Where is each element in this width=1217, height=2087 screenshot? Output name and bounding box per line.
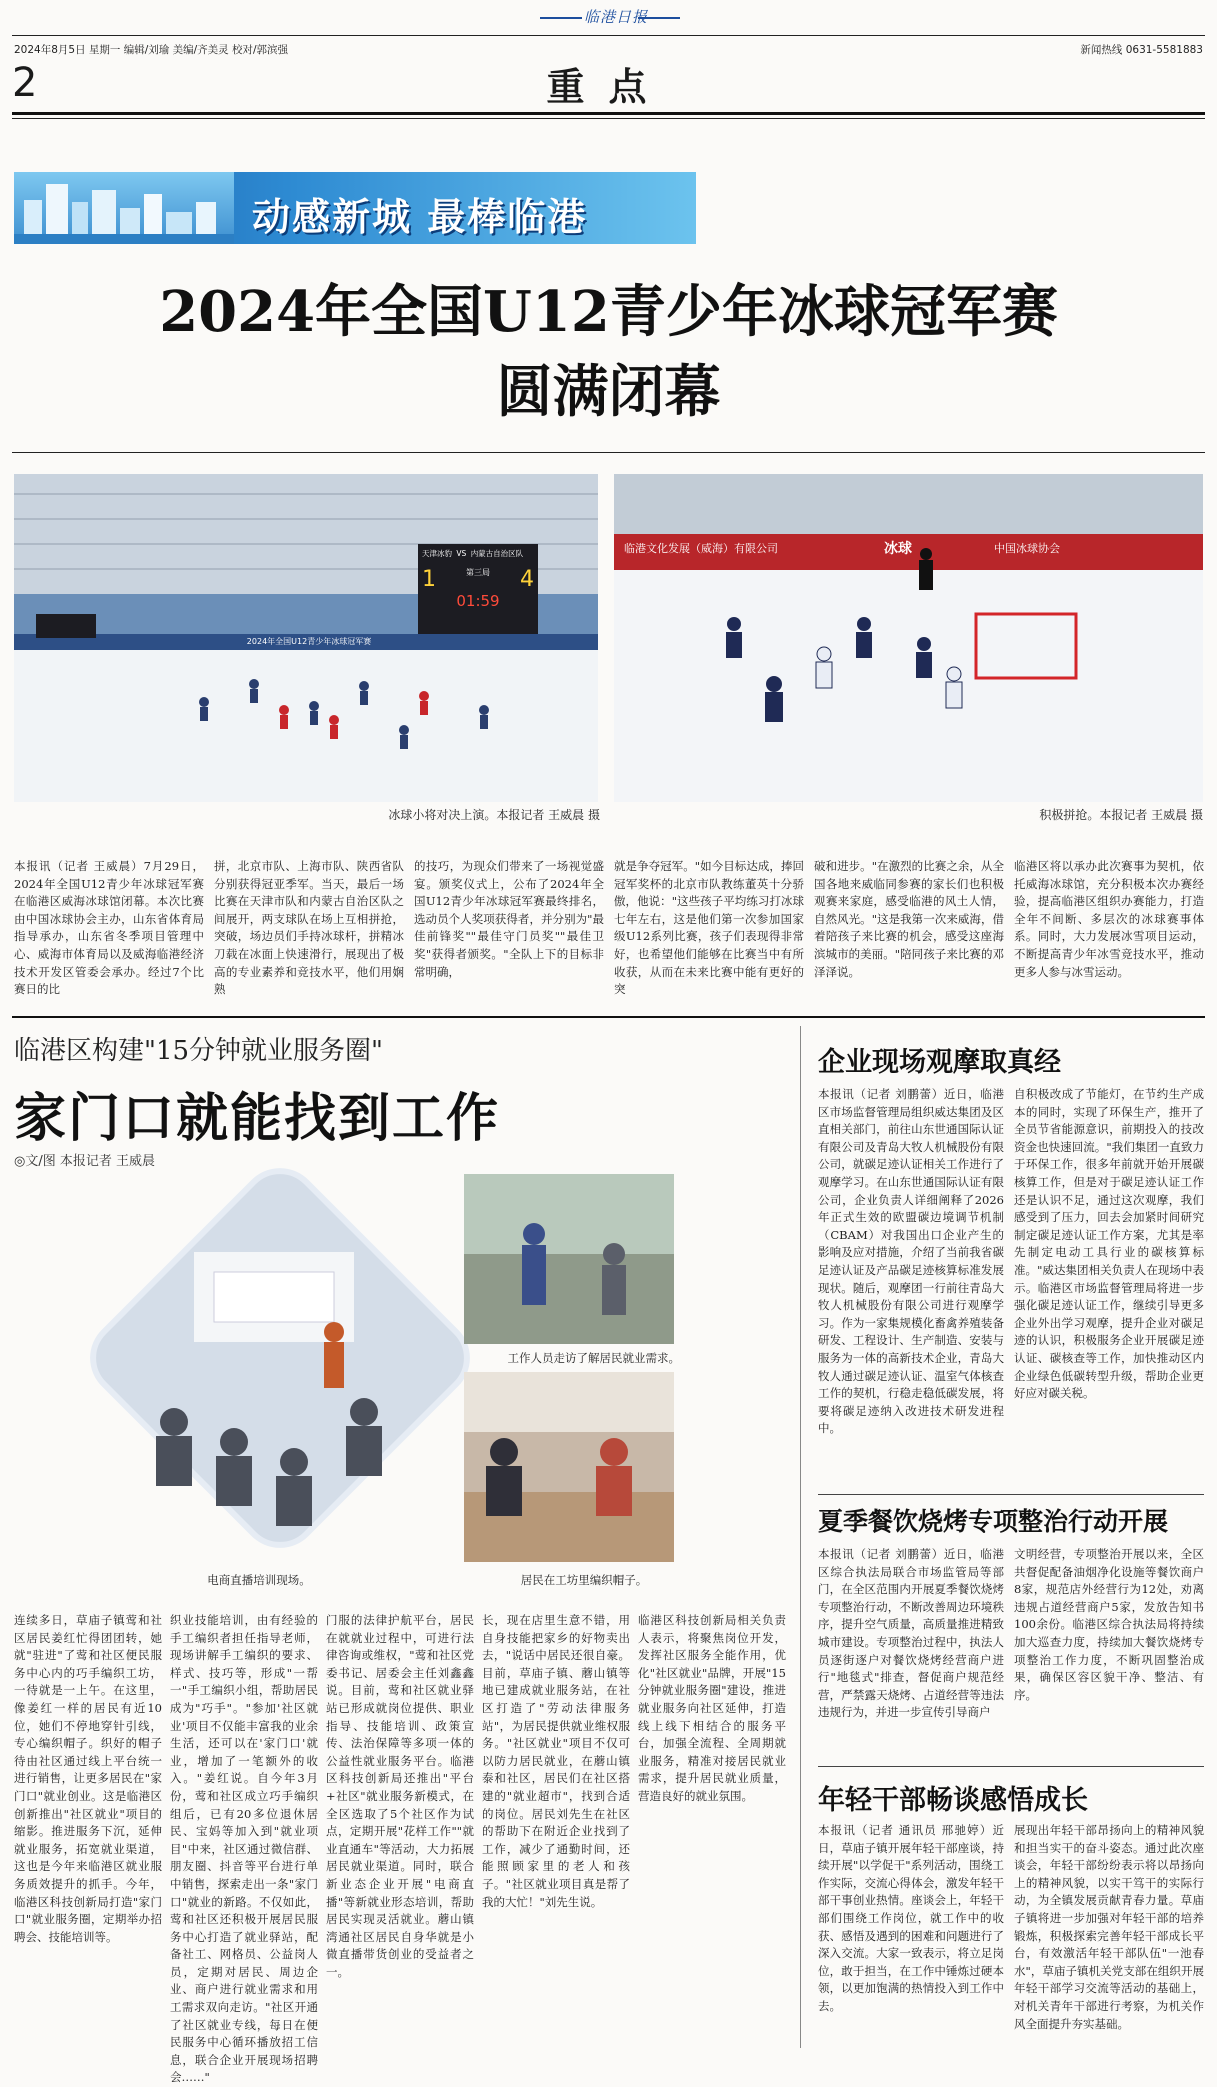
city-skyline-graphic (14, 172, 234, 244)
column-divider (800, 1026, 801, 2048)
section-title: 重点 (546, 65, 671, 109)
rink-ad-3: 中国冰球协会 (994, 542, 1060, 555)
weaving-photo (464, 1372, 674, 1562)
jobs-col-5: 临港区科技创新局相关负责人表示，将聚焦岗位开发，发挥社区服务全能作用，优化"社区就业"品牌，开展"15分钟就业服务圈"建设，推进就业服务向社区延伸，打造线上线下相结合的服务平台，加强全流程、全周期就业服务，精准对接居民就业需求，提升居民就业质量，营造良好的就业氛围。 (638, 1613, 786, 1803)
lead-rule (12, 452, 1205, 453)
cadres-title: 年轻干部畅谈感悟成长 (818, 1785, 1088, 1816)
lead-col-4: 就是争夺冠军。"如今目标达成，捧回冠军奖杯的北京市队教练董英十分骄傲，他说："这些孩子平均练习打冰球七年左右，这是他们第一次参加国家级U12系列比赛，孩子们表现得非常好，也希望他们能够在比赛当中有所收获，从而在未来比赛中能有更好的突 (614, 859, 804, 997)
lead-bottom-rule (12, 1016, 1205, 1018)
hotline: 新闻热线 0631-5581883 (1080, 44, 1203, 56)
scoreboard-vs: VS (456, 549, 467, 558)
jobs-caption-1: 工作人员走访了解居民就业需求。 (507, 1351, 680, 1365)
catering-title: 夏季餐饮烧烤专项整治行动开展 (818, 1507, 1169, 1536)
enterprise-rule (818, 1494, 1204, 1495)
catering-col-2: 文明经营，专项整治开展以来，全区共督促配备油烟净化设施等餐饮商户8家，规范店外经营行为12处，劝离违规占道经营商户5家，发放告知书100余份。临港区综合执法局将持续加大巡查力度，持续加大餐饮烧烤专项整治工作力度，不断巩固整治成果，确保区容区貌干净、整洁、有序。 (1014, 1547, 1204, 1702)
jobs-col-1: 连续多日，草庙子镇莺和社区居民姜红忙得团团转，她就"驻进"了莺和社区便民服务中心内的巧手编织工坊，一待就是一上午。在这里，像姜红一样的居民有近10位，她们不停地穿针引线，专心编织帽子。织好的帽子待由社区通过线上平台统一进行销售，让更多居民在"家门口"就业创业。这是临港区创新推出"社区就业"项目的缩影。推进服务下沉，延伸就业服务，拓宽就业渠道，这也是今年来临港区就业服务质效提升的抓手。今年，临港区科技创新局打造"家门口"就业服务圈，定期举办招聘会、技能培训等。 (14, 1613, 162, 1944)
jobs-col-4: 长，现在店里生意不错，用自身技能把家乡的好物卖出去，"说话中居民还很自豪。目前，草庙子镇、蘑山镇等地已建成就业服务站，在社区打造了"劳动法律服务站"，为居民提供就业维权服务。"社区就业"项目不仅可以防力居民就业，在蘑山镇泰和社区，居民们在社区搭建的"就业超市"，找到合适的岗位。居民刘先生在社区的帮助下在附近企业找到了工作，减少了通勤时间，还能照顾家里的老人和孩子。"社区就业项目真是帮了我的大忙！"刘先生说。 (482, 1613, 630, 1909)
photo2-caption: 积极拼抢。本报记者 王威晨 摄 (1039, 808, 1203, 822)
jobs-photo-collage (14, 1172, 794, 1602)
date-line: 2024年8月5日 星期一 编辑/刘瑜 美编/齐美灵 校对/郭滨强 (14, 44, 289, 56)
scoreboard-team1: 天津冰豹 (422, 549, 452, 558)
lead-col-3: 的技巧，为现众们带来了一场视觉盛宴。颁奖仪式上，公布了2024年全国U12青少年冰球冠军赛最终排名，选动员个人奖项获得者，并分别为"最佳前锋奖""最佳守门员奖""最佳卫奖"获得者颁奖。"全队上下的目标非常明确， (414, 859, 604, 979)
jobs-kicker: 临港区构建"15分钟就业服务圈" (14, 1036, 384, 1066)
page-number: 2 (12, 60, 38, 106)
scoreboard-team2: 内蒙古自治区队 (470, 549, 524, 558)
lead-headline-line2: 圆满闭幕 (496, 359, 721, 425)
scoreboard-clock: 01:59 (456, 592, 500, 610)
visit-photo (464, 1174, 674, 1344)
scoreboard-score1: 1 (422, 567, 436, 592)
lead-col-1: 本报讯（记者 王威晨）7月29日，2024年全国U12青少年冰球冠军赛在临港区威海冰球馆闭幕。本次比赛由中国冰球协会主办，山东省体育局指导承办，山东省冬季项目管理中心、威海市体育局以及威海临港经济技术开发区管委会承办。经过7个比赛日的比 (14, 859, 204, 997)
lead-headline (0, 272, 1217, 432)
jobs-caption-3: 居民在工坊里编织帽子。 (520, 1573, 648, 1587)
photo1-caption: 冰球小将对决上演。本报记者 王威晨 摄 (388, 808, 600, 822)
jobs-caption-2: 电商直播培训现场。 (207, 1573, 311, 1587)
lead-col-6: 临港区将以承办此次赛事为契机，依托威海冰球馆，充分积极本次办赛经验，提高临港区组织办赛能力，打造全年不间断、多层次的冰球赛事体系。同时，大力发展冰雪项目运动，不断提高青少年冰雪竞技水平，推动更多人参与冰雪运动。 (1014, 859, 1204, 979)
lead-col-5: 破和进步。"在激烈的比赛之余，从全国各地来威临同参赛的家长们也积极观赛来家庭，感受临港的风土人情，自然风光。"这是我第一次来威海，借着陪孩子来比赛的机会，感受这座海滨城市的美丽。"陪同孩子来比赛的邓泽泽说。 (814, 859, 1004, 979)
jobs-col-2: 织业技能培训，由有经验的手工编织者担任指导老师，现场讲解手工编织的要求、样式、技巧等，形成"一帮一"手工编织小组，帮助居民成为"巧手"。"参加'社区就业'项目不仅能丰富我的业余生活，还可以在'家门口'就业，增加了一笔额外的收入。"姜红说。自今年3月份，莺和社区成立巧手编织组后，已有20多位退休居民、宝妈等加入到"就业项目"中来，社区通过微信群、朋友圈、抖音等平台进行单中销售，探索走出一条"家门口"就业的新路。不仅如此，莺和社区还积极开展居民服务中心打造了就业驿站，配备社工、网格员、公益岗人员，定期对居民、周边企业、商户进行就业需求和用工需求双向走访。"社区开通了社区就业专线，每日在便民服务中心循环播放招工信息，联合企业开展现场招聘会……" (170, 1613, 318, 2085)
cadres-col-2: 展现出年轻干部昂扬向上的精神风貌和担当实干的奋斗姿态。通过此次座谈会，年轻干部纷纷表示将以昂扬向上的精神风貌，以实干笃干的实际行动，为全镇发展贡献青春力量。草庙子镇将进一步加强对年轻干部的培养锻炼，积极探索完善年轻干部成长平台，有效激活年轻干部队伍"一池春水"，草庙子镇机关党支部在组织开展年轻干部学习交流等活动的基础上，对机关青年干部进行考察，为机关作风全面提升夯实基础。 (1014, 1823, 1204, 2031)
jobs-title: 家门口就能找到工作 (14, 1088, 501, 1149)
masthead-logo (540, 6, 680, 30)
lead-headline-line1: 2024年全国U12青少年冰球冠军赛 (159, 279, 1058, 345)
lead-col-2: 拼，北京市队、上海市队、陕西省队分别获得冠亚季军。当天，最后一场比赛在天津市队和内蒙古自治区队之间展开，两支球队在场上互相拼抢，突破，场边员们手持冰球杆，拼精冰刀载在冰面上快速滑行，展现出了极高的专业素养和竞技水平，他们用娴熟 (214, 859, 404, 997)
hockey-photo-2 (614, 474, 1203, 802)
rink-ad-2: 冰球 (884, 541, 912, 557)
campaign-banner (14, 172, 696, 244)
jobs-byline: ◎文/图 本报记者 王威晨 (14, 1154, 155, 1169)
cadres-col-1: 本报讯（记者 通讯员 邢驰婷）近日，草庙子镇开展年轻干部座谈，持续开展"以学促干"系列活动，围绕工作实际，交流心得体会，激发年轻干部干事创业热情。座谈会上，年轻干部们围绕工作岗位，就工作中的收获、感悟及遇到的困难和问题进行了深入交流。大家一致表示，将立足岗位，敢于担当，在工作中锤炼过硬本领，以更加饱满的热情投入到工作中去。 (818, 1823, 1004, 2013)
catering-rule (818, 1766, 1204, 1767)
header-top-rule (12, 35, 1205, 36)
scoreboard-period: 第三局 (466, 568, 490, 577)
jobs-col-3: 门服的法律护航平台，居民在就就业过程中，可进行法律咨询或维权，"莺和社区党委书记、居委会主任刘鑫鑫说。目前，莺和社区就业驿站已形成就岗位提供、职业指导、技能培训、政策宣传、法治保障等多项一体的公益性就业服务平台。临港区科技创新局还推出"平台+社区"就业服务新模式，在全区选取了5个社区作为试点，定期开展"花样工作""就业直通车"等活动，大力拓展居民就业渠道。同时，联合新业态企业开展"电商直播"等新就业形态培训，帮助居民实现灵活就业。蘑山镇湾通社区居民自身华就是小微直播带货创业的受益者之一。 (326, 1613, 474, 1979)
scoreboard-score2: 4 (520, 567, 534, 592)
header-rule (12, 112, 1205, 115)
enterprise-col-2: 自积极改成了节能灯，在节约生产成本的同时，实现了环保生产，推开了全员节省能源意识，前期投入的技改资金也快速回流。"我们集团一直致力于环保工作，很多年前就开始开展碳核算工作，但是对于碳足迹认证工作还是认识不足，通过这次观摩，我们感受到了压力，回去会加紧时间研究制定碳足迹认证工作方案，尤其是率先制定电动工具行业的碳核算标准。"威达集团相关负责人在现场中表示。临港区市场监督管理局将进一步强化碳足迹认证工作，继续引导更多企业外出学习观摩，提升企业对碳足迹的认识，积极服务企业开展碳足迹认证、碳核查等工作，加快推动区内企业绿色低碳转型升级，帮助企业更好应对碳关税。 (1014, 1087, 1204, 1401)
rink-ad-1: 临港文化发展（威海）有限公司 (624, 542, 778, 555)
hockey-photo-1 (14, 474, 598, 802)
enterprise-title: 企业现场观摩取真经 (818, 1047, 1061, 1078)
enterprise-col-1: 本报讯（记者 刘鹏蕾）近日，临港区市场监督管理局组织威达集团及区直相关部门，前往山东世通国际认证有限公司及青岛大牧人机械股份有限公司，就碳足迹认证相关工作进行了观摩学习。在山东世通国际认证有限公司，企业负责人详细阐释了2026年正式生效的欧盟碳边境调节机制（CBAM）对我国出口企业产生的影响及应对措施，介绍了当前我省碳足迹认证及产品碳足迹核算标准发展现状。随后，观摩团一行前往青岛大牧人机械股份有限公司进行观摩学习。作为一家集规模化畜禽养殖装备研发、工程设计、生产制造、安装与服务为一体的高新技术企业，青岛大牧人通过碳足迹认证、温室气体核查工作的契机，行稳走稳低碳发展，将要将碳足迹纳入改进技术研发进程中。 (818, 1087, 1004, 1436)
catering-col-1: 本报讯（记者 刘鹏蕾）近日，临港区综合执法局联合市场监管局等部门，在全区范围内开展夏季餐饮烧烤专项整治行动，不断改善周边环境秩序，提升空气质量，高质量推进精致城市建设。专项整治过程中，执法人员逐街逐户对餐饮烧烤经营商户进行"地毯式"排查，督促商户规范经营，严禁露天烧烤、占道经营等违法违规行为，并进一步宣传引导商户 (818, 1547, 1004, 1720)
banner-slogan: 动感新城 最棒临港 (252, 195, 588, 239)
masthead-text: 临港日报 (584, 8, 649, 26)
header-rule-thin (12, 118, 1205, 119)
rink-banner: 2024年全国U12青少年冰球冠军赛 (246, 637, 372, 646)
